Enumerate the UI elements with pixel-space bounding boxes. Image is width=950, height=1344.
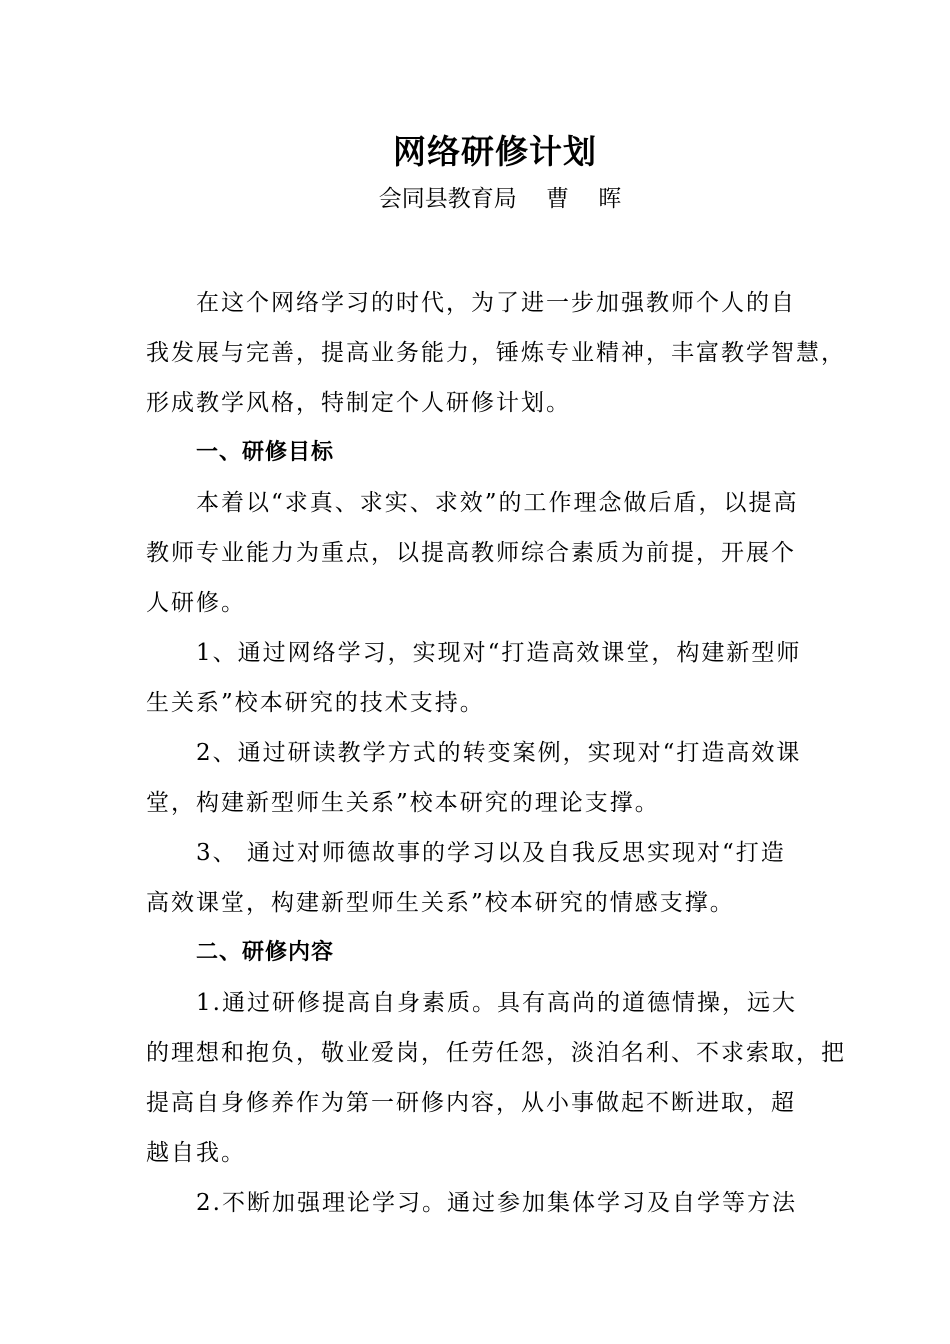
intro-line-1: 在这个网络学习的时代，为了进一步加强教师个人的自: [196, 290, 796, 316]
goals-item-1-line-2: 生关系”校本研究的技术支持。: [146, 690, 485, 716]
goals-item-2: [146, 728, 810, 828]
goals-paragraph: [146, 478, 810, 628]
author-line: 会同县教育局 曹 晖: [378, 186, 622, 212]
goals-item-1: [146, 628, 810, 728]
content-item-1-line-3: 提高自身修养作为第一研修内容，从小事做起不断进取，超: [146, 1090, 796, 1116]
document-body: [146, 278, 846, 1228]
goals-line-2: 教师专业能力为重点，以提高教师综合素质为前提，开展个: [146, 540, 796, 566]
goals-item-3-line-1: 3、 通过对师德故事的学习以及自我反思实现对“打造: [196, 840, 786, 866]
section-heading-goals: 一、研修目标: [196, 440, 335, 465]
section-heading-content: 二、研修内容: [196, 940, 335, 965]
content-item-2-line-1: 2.不断加强理论学习。通过参加集体学习及自学等方法: [196, 1190, 797, 1216]
content-item-1-line-2: 的理想和抱负，敬业爱岗，任劳任怨，淡泊名利、不求索取，把: [146, 1040, 846, 1066]
goals-line-1: 本着以“求真、求实、求效”的工作理念做后盾，以提高: [196, 490, 799, 516]
content-item-1: [146, 978, 846, 1178]
intro-line-3: 形成教学风格，特制定个人研修计划。: [146, 390, 571, 416]
goals-item-3: [146, 828, 810, 928]
intro-paragraph: [146, 278, 846, 428]
intro-line-2: 我发展与完善，提高业务能力，锤炼专业精神，丰富教学智慧，: [146, 340, 846, 366]
goals-item-1-line-1: 1、通过网络学习，实现对“打造高效课堂，构建新型师: [196, 640, 802, 666]
goals-line-3: 人研修。: [146, 590, 246, 616]
content-item-1-line-4: 越自我。: [146, 1140, 246, 1166]
goals-item-2-line-1: 2、通过研读教学方式的转变案例，实现对“打造高效课: [196, 740, 802, 766]
document-title: 网络研修计划: [393, 132, 597, 171]
goals-item-3-line-2: 高效课堂，构建新型师生关系”校本研究的情感支撑。: [146, 890, 735, 916]
goals-item-2-line-2: 堂，构建新型师生关系”校本研究的理论支撑。: [146, 790, 660, 816]
content-item-2: [146, 1178, 810, 1228]
content-item-1-line-1: 1.通过研修提高自身素质。具有高尚的道德情操，远大: [196, 990, 797, 1016]
